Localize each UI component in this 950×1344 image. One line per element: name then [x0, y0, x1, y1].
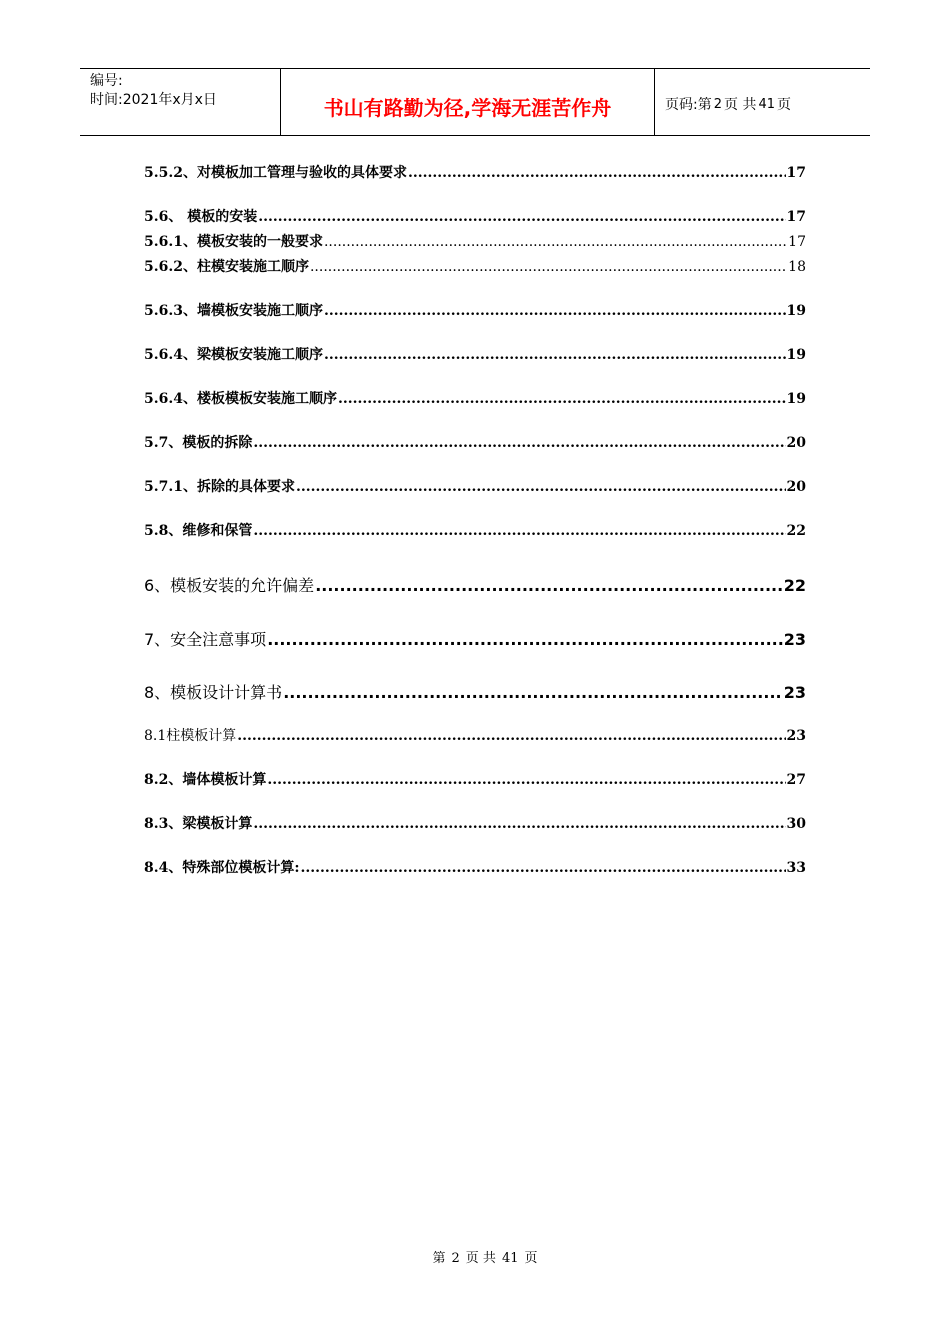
- toc-entry-title: 8.3、梁模板计算: [144, 816, 253, 832]
- document-time-label: 时间:2021年x月x日: [90, 92, 217, 108]
- document-number-label: 编号:: [90, 73, 123, 89]
- toc-entry-title: 5.6.3、墙模板安装施工顺序: [144, 303, 323, 319]
- toc-leader: [301, 860, 786, 876]
- toc-entry[interactable]: [144, 388, 806, 408]
- toc-leader: [253, 435, 785, 451]
- toc-entry[interactable]: [144, 573, 806, 596]
- toc-entry-title: 5.6.4、梁模板安装施工顺序: [144, 347, 323, 363]
- toc-entry[interactable]: [144, 520, 806, 540]
- toc-entry-page: 20: [786, 479, 806, 495]
- toc-entry[interactable]: [144, 231, 806, 251]
- header-motto-cell: [281, 69, 655, 135]
- toc-entry-title: 8.1柱模板计算: [144, 728, 237, 744]
- toc-entry[interactable]: [144, 300, 806, 320]
- footer-mid: 页 共: [465, 1251, 496, 1266]
- toc-entry[interactable]: [144, 813, 806, 833]
- toc-entry-page: 22: [786, 523, 806, 539]
- toc-entry-page: 20: [786, 435, 806, 451]
- toc-entry-title: 6、模板安装的允许偏差: [144, 576, 315, 595]
- header-info-cell: [80, 69, 281, 135]
- toc-leader: [324, 347, 786, 363]
- toc-entry-page: 23: [783, 683, 806, 702]
- footer-prefix: 第: [432, 1251, 446, 1266]
- toc-entry-page: 30: [786, 816, 806, 832]
- toc-leader: [258, 209, 785, 225]
- toc-entry-title: 5.6、 模板的安装: [144, 209, 258, 225]
- toc-entry-title: 5.8、维修和保管: [144, 523, 253, 539]
- toc-entry-page: 17: [788, 234, 806, 250]
- toc-entry[interactable]: [144, 476, 806, 496]
- toc-entry-title: 5.7.1、拆除的具体要求: [144, 479, 295, 495]
- toc-entry-title: 5.6.4、楼板模板安装施工顺序: [144, 391, 337, 407]
- toc-entry-title: 5.5.2、对模板加工管理与验收的具体要求: [144, 165, 407, 181]
- header-page-prefix: 页码:第: [665, 97, 712, 113]
- toc-entry-page: 19: [786, 303, 806, 319]
- header-page-current: 2: [713, 96, 722, 112]
- header-motto: 书山有路勤为径,学海无涯苦作舟: [323, 95, 612, 120]
- toc-entry[interactable]: [144, 857, 806, 877]
- toc-entry-title: 5.7、模板的拆除: [144, 435, 253, 451]
- toc-leader: [310, 259, 787, 275]
- page-footer: [0, 1247, 950, 1266]
- toc-entry-title: 5.6.1、模板安装的一般要求: [144, 234, 323, 250]
- toc-entry[interactable]: [144, 344, 806, 364]
- toc-leader: [267, 772, 785, 788]
- header-page-suffix: 页: [777, 97, 791, 113]
- toc-entry[interactable]: [144, 162, 806, 182]
- toc-entry-title: 5.6.2、柱模安装施工顺序: [144, 259, 309, 275]
- toc-entry-title: 7、安全注意事项: [144, 630, 267, 649]
- toc-entry-page: 23: [783, 630, 806, 649]
- page-header: [80, 68, 870, 136]
- toc-entry-page: 22: [783, 576, 806, 595]
- toc-leader: [324, 303, 786, 319]
- toc-entry[interactable]: [144, 680, 806, 703]
- toc-leader: [338, 391, 786, 407]
- toc-entry-title: 8.2、墙体模板计算: [144, 772, 267, 788]
- toc-entry-page: 17: [786, 165, 806, 181]
- toc-leader: [253, 816, 785, 832]
- toc-entry[interactable]: [144, 725, 806, 745]
- toc-leader: [237, 728, 785, 744]
- toc-leader: [296, 479, 786, 495]
- toc-entry[interactable]: [144, 627, 806, 650]
- toc-leader: [408, 165, 786, 181]
- toc-entry-page: 19: [786, 391, 806, 407]
- footer-current: 2: [451, 1251, 460, 1266]
- footer-suffix: 页: [524, 1251, 538, 1266]
- toc-leader: [267, 630, 783, 649]
- toc-entry-page: 23: [786, 728, 806, 744]
- toc-entry-title: 8、模板设计计算书: [144, 683, 283, 702]
- toc-entry-page: 18: [788, 259, 806, 275]
- header-page-cell: [655, 69, 870, 135]
- toc-entry-title: 8.4、特殊部位模板计算:: [144, 860, 300, 876]
- toc-entry-page: 19: [786, 347, 806, 363]
- toc-entry-page: 27: [786, 772, 806, 788]
- header-page-total: 41: [758, 96, 775, 112]
- toc-leader: [253, 523, 785, 539]
- toc-entry[interactable]: [144, 432, 806, 452]
- toc-leader: [315, 576, 783, 595]
- toc-entry-page: 33: [786, 860, 806, 876]
- toc-entry[interactable]: [144, 206, 806, 226]
- toc-entry[interactable]: [144, 256, 806, 276]
- toc-leader: [283, 683, 783, 702]
- toc-entry[interactable]: [144, 769, 806, 789]
- toc-leader: [324, 234, 787, 250]
- footer-total: 41: [501, 1251, 519, 1266]
- toc-entry-page: 17: [786, 209, 806, 225]
- header-page-mid: 页 共: [724, 97, 757, 113]
